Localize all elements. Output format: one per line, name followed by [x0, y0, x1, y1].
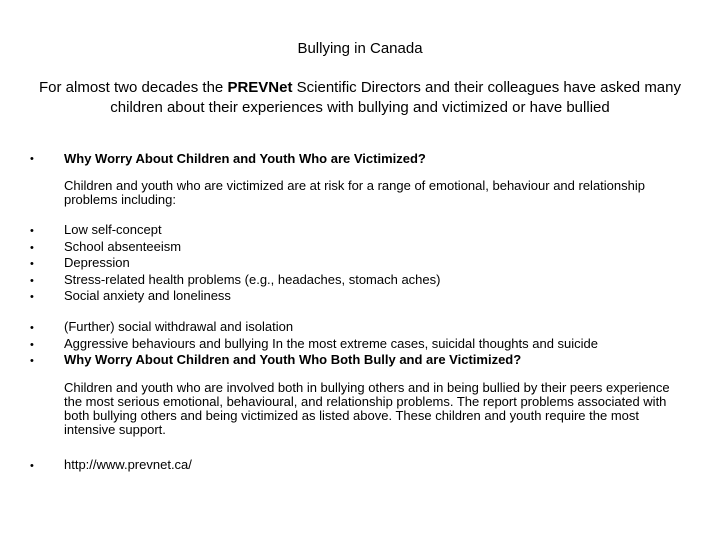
section2-paragraph: Children and youth who are involved both in bullying others and in being bullied by their peers experience the most serious emotional, behavioural, and relationship problems. The report problems associated with both bullying others and being victimized as listed above. These children and youth require the most intensive support.	[64, 380, 670, 437]
section1-heading: Why Worry About Children and Youth Who are Victimized?	[64, 151, 426, 166]
bullet: •	[30, 258, 34, 270]
page-title: Bullying in Canada	[297, 40, 423, 57]
bullet: •	[30, 242, 34, 254]
list-item: Stress-related health problems (e.g., headaches, stomach aches)	[64, 272, 441, 287]
intro-text-after: Scientific Directors and their colleagues have asked many children about their experiences with bullying and victimized or have bullied	[110, 79, 681, 116]
list-item: Depression	[64, 255, 130, 270]
prevnet-link[interactable]: http://www.prevnet.ca/	[64, 457, 192, 472]
list-item: School absenteeism	[64, 239, 182, 254]
bullet: •	[30, 339, 34, 351]
bullet: •	[30, 355, 34, 367]
list-item: Low self-concept	[64, 222, 162, 237]
bullet: •	[30, 225, 34, 237]
intro-prevnet: PREVNet	[227, 79, 293, 96]
list-item: Aggressive behaviours and bullying In the most extreme cases, suicidal thoughts and suicide	[64, 336, 599, 351]
bullet: •	[30, 322, 34, 334]
intro-text-before: For almost two decades the	[39, 79, 228, 96]
bullet: •	[30, 275, 34, 287]
intro-paragraph	[20, 78, 700, 118]
list-item: Social anxiety and loneliness	[64, 288, 231, 303]
bullet: •	[30, 153, 34, 165]
section2-heading: Why Worry About Children and Youth Who Both Bully and are Victimized?	[64, 352, 522, 367]
list-item: (Further) social withdrawal and isolation	[64, 319, 294, 334]
section1-paragraph: Children and youth who are victimized are at risk for a range of emotional, behaviour and relationship problems including:	[64, 178, 645, 207]
bullet: •	[30, 291, 34, 303]
bullet: •	[30, 460, 34, 472]
